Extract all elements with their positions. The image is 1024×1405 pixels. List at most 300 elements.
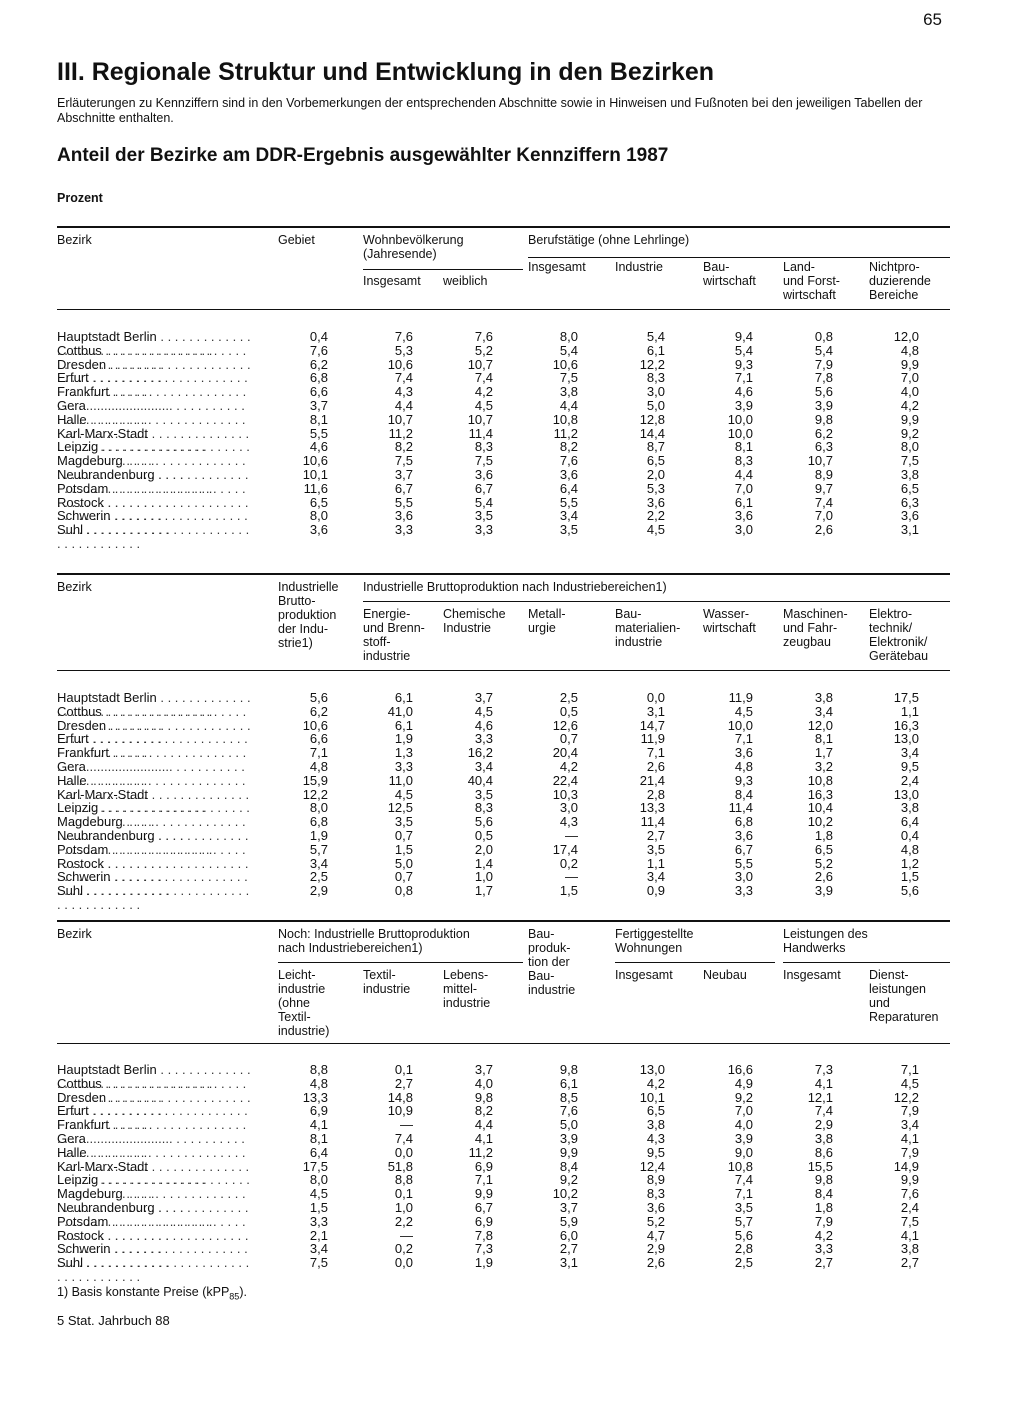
table-cell: 9,9 bbox=[900, 1172, 919, 1188]
table-cell: 3,5 bbox=[559, 522, 578, 538]
unit-label: Prozent bbox=[57, 191, 103, 205]
bezirk-name: Frankfurt . . . bbox=[57, 385, 252, 413]
table-cell: 9,4 bbox=[734, 329, 753, 344]
col-nichtprod-1: Nichtpro- bbox=[869, 260, 920, 274]
table-cell: 11,9 bbox=[728, 690, 753, 705]
table-cell: 7,5 bbox=[394, 453, 413, 469]
table-cell: 12,2 bbox=[893, 1089, 919, 1105]
col-baumat-1: Bau- bbox=[615, 607, 642, 621]
table-row bbox=[57, 788, 950, 802]
table-cell: 0,4 bbox=[900, 827, 919, 843]
table-cell: 16,3 bbox=[893, 717, 919, 733]
table-cell: 5,5 bbox=[734, 855, 753, 871]
bezirk-name: Potsdam . . . bbox=[57, 843, 252, 871]
bezirk-name: Karl-Marx-Stadt . . . bbox=[57, 788, 252, 816]
col-wasser-1: Wasser- bbox=[703, 607, 750, 621]
table-cell: 7,5 bbox=[900, 1213, 919, 1229]
table-cell: 3,7 bbox=[474, 690, 493, 705]
col-metall-1: Metall- bbox=[528, 607, 566, 621]
table-cell: 2,7 bbox=[900, 1255, 919, 1271]
table-cell: 4,8 bbox=[900, 342, 919, 358]
table-cell: 4,4 bbox=[394, 397, 413, 413]
table-cell: 4,8 bbox=[900, 841, 919, 857]
table-cell: 7,4 bbox=[474, 370, 493, 386]
table-row bbox=[57, 732, 950, 746]
table-cell: 1,7 bbox=[474, 883, 493, 899]
col-wohn-insgesamt: Insgesamt bbox=[363, 274, 421, 288]
table-cell: 4,3 bbox=[559, 814, 578, 830]
table-cell: 4,5 bbox=[734, 703, 753, 719]
table-cell: 4,2 bbox=[900, 397, 919, 413]
table-row bbox=[57, 371, 950, 385]
table-cell: 8,8 bbox=[309, 1062, 328, 1077]
col-wohnbevoelkerung-sub: (Jahresende) bbox=[363, 247, 437, 261]
table-cell: 7,1 bbox=[734, 370, 753, 386]
table-cell: 0,4 bbox=[309, 329, 328, 344]
table-cell: 3,6 bbox=[734, 745, 753, 761]
table-cell: 8,3 bbox=[474, 800, 493, 816]
table-cell: 3,6 bbox=[474, 466, 493, 482]
bezirk-name: Leipzig . . . bbox=[57, 440, 252, 468]
table-cell: 2,1 bbox=[309, 1227, 328, 1243]
table-cell: 8,0 bbox=[900, 439, 919, 455]
table-cell: 5,5 bbox=[309, 425, 328, 441]
table-title: Anteil der Bezirke am DDR-Ergebnis ausgewählter Kennziffern 1987 bbox=[57, 145, 669, 166]
col-bauprod-4: Bau- bbox=[528, 969, 555, 983]
table-cell: 9,3 bbox=[734, 356, 753, 372]
table-cell: 6,7 bbox=[474, 1199, 493, 1215]
table-cell: 9,3 bbox=[734, 772, 753, 788]
table-cell: 3,8 bbox=[900, 466, 919, 482]
col-land-1: Land- bbox=[783, 260, 815, 274]
bezirk-name: Halle . . . bbox=[57, 774, 252, 802]
table-cell: 5,4 bbox=[814, 342, 833, 358]
table-row bbox=[57, 413, 950, 427]
table-cell: 8,5 bbox=[559, 1089, 578, 1105]
table-row bbox=[57, 801, 950, 815]
table-row bbox=[57, 760, 950, 774]
table-cell: — bbox=[400, 1227, 413, 1243]
table-cell: 0,7 bbox=[559, 731, 578, 747]
col-bauprod-3: tion der bbox=[528, 955, 570, 969]
table-row bbox=[57, 358, 950, 372]
table-cell: 2,9 bbox=[309, 883, 328, 899]
table-cell: 4,8 bbox=[309, 758, 328, 774]
table-cell: 3,8 bbox=[646, 1117, 665, 1133]
bezirk-name: Rostock . . . bbox=[57, 496, 252, 524]
col-elektro-1: Elektro- bbox=[869, 607, 913, 621]
col-bauprod-2: produk- bbox=[528, 941, 571, 955]
table-cell: 5,4 bbox=[559, 342, 578, 358]
table-cell: 5,6 bbox=[814, 384, 833, 400]
bezirk-name: Erfurt . . . bbox=[57, 371, 252, 399]
table-cell: 16,6 bbox=[727, 1062, 753, 1077]
table-cell: 2,6 bbox=[646, 758, 665, 774]
bezirk-name: Rostock . . . bbox=[57, 857, 252, 885]
table-cell: 3,8 bbox=[814, 1130, 833, 1146]
table-cell: 6,7 bbox=[394, 480, 413, 496]
col-lebensmittel-2: mittel- bbox=[443, 982, 478, 996]
table-cell: 41,0 bbox=[387, 703, 413, 719]
table-row bbox=[57, 1132, 950, 1146]
table-cell: 3,7 bbox=[474, 1062, 493, 1077]
table-cell: 7,5 bbox=[900, 453, 919, 469]
col-bauprod-1: Bau- bbox=[528, 927, 555, 941]
bezirk-name: Neubrandenburg . . . bbox=[57, 829, 252, 857]
table-cell: — bbox=[400, 1117, 413, 1133]
table-cell: 4,0 bbox=[734, 1117, 753, 1133]
table-cell: 4,1 bbox=[900, 1130, 919, 1146]
table-row bbox=[57, 705, 950, 719]
table-cell: 6,5 bbox=[646, 453, 665, 469]
col-leicht-3: (ohne bbox=[278, 996, 310, 1010]
table-row bbox=[57, 884, 950, 898]
table-cell: 1,0 bbox=[474, 869, 493, 885]
table-2-body bbox=[57, 691, 950, 898]
col-energie-4: industrie bbox=[363, 649, 411, 663]
col-land-3: wirtschaft bbox=[783, 288, 836, 302]
col-bezirk: Bezirk bbox=[57, 927, 92, 941]
col-land-2: und Forst- bbox=[783, 274, 840, 288]
table-cell: 7,9 bbox=[814, 1213, 833, 1229]
table-cell: 3,6 bbox=[646, 1199, 665, 1215]
table-row bbox=[57, 482, 950, 496]
table-cell: 0,0 bbox=[646, 690, 665, 705]
table-cell: 9,5 bbox=[900, 758, 919, 774]
table-cell: 6,2 bbox=[309, 356, 328, 372]
table-cell: 4,1 bbox=[309, 1117, 328, 1133]
table-cell: 7,1 bbox=[734, 1186, 753, 1202]
table-row bbox=[57, 746, 950, 760]
table-row bbox=[57, 774, 950, 788]
table-cell: 7,6 bbox=[309, 342, 328, 358]
table-cell: 5,0 bbox=[394, 855, 413, 871]
table-cell: 4,4 bbox=[734, 466, 753, 482]
table-cell: 8,1 bbox=[814, 731, 833, 747]
table-cell: 8,3 bbox=[734, 453, 753, 469]
table-cell: 9,0 bbox=[734, 1144, 753, 1160]
table-cell: 0,0 bbox=[394, 1144, 413, 1160]
table-row bbox=[57, 1187, 950, 1201]
table-cell: 5,6 bbox=[474, 814, 493, 830]
table-cell: 10,3 bbox=[552, 786, 578, 802]
table-row bbox=[57, 440, 950, 454]
table-cell: 0,0 bbox=[394, 1255, 413, 1271]
table-cell: 12,1 bbox=[807, 1089, 833, 1105]
table-cell: 8,0 bbox=[309, 508, 328, 524]
table-cell: 1,0 bbox=[394, 1199, 413, 1215]
table-cell: 7,6 bbox=[474, 329, 493, 344]
table-cell: 13,3 bbox=[302, 1089, 328, 1105]
table-cell: 14,8 bbox=[387, 1089, 413, 1105]
table-cell: 1,1 bbox=[646, 855, 665, 871]
table-cell: 3,9 bbox=[734, 1130, 753, 1146]
col-nichtprod-3: Bereiche bbox=[869, 288, 919, 302]
table-cell: 2,7 bbox=[814, 1255, 833, 1271]
table-cell: 17,5 bbox=[893, 690, 919, 705]
table-cell: 8,0 bbox=[559, 329, 578, 344]
table-cell: 10,1 bbox=[639, 1089, 665, 1105]
table-cell: 11,0 bbox=[388, 772, 413, 788]
table-cell: 7,0 bbox=[734, 480, 753, 496]
table-cell: 3,4 bbox=[309, 855, 328, 871]
table-cell: 10,2 bbox=[552, 1186, 578, 1202]
bezirk-name: Cottbus . . . bbox=[57, 705, 252, 733]
table-cell: 3,4 bbox=[900, 745, 919, 761]
table-cell: 9,7 bbox=[814, 480, 833, 496]
bezirk-name: Erfurt . . . bbox=[57, 732, 252, 760]
table-cell: 2,6 bbox=[814, 869, 833, 885]
table-cell: 1,5 bbox=[394, 841, 413, 857]
table-cell: 4,2 bbox=[474, 384, 493, 400]
table-cell: 5,5 bbox=[559, 494, 578, 510]
col-baumat-2: materialien- bbox=[615, 621, 681, 635]
table-cell: 13,0 bbox=[893, 731, 919, 747]
table-cell: 5,4 bbox=[734, 342, 753, 358]
table-cell: 9,5 bbox=[646, 1144, 665, 1160]
table-cell: 10,8 bbox=[807, 772, 833, 788]
col-noch-2: nach Industriebereichen1) bbox=[278, 941, 423, 955]
table-cell: 1,9 bbox=[474, 1255, 493, 1271]
table-cell: 3,9 bbox=[559, 1130, 578, 1146]
table-row bbox=[57, 1215, 950, 1229]
table-cell: 2,2 bbox=[394, 1213, 413, 1229]
table-cell: 4,2 bbox=[646, 1075, 665, 1091]
table-cell: 10,8 bbox=[727, 1158, 753, 1174]
page-title: III. Regionale Struktur und Entwicklung in den Bezirken bbox=[57, 58, 715, 86]
table-cell: 3,4 bbox=[646, 869, 665, 885]
table-cell: 4,5 bbox=[900, 1075, 919, 1091]
col-chemie-1: Chemische bbox=[443, 607, 506, 621]
table-cell: 15,5 bbox=[807, 1158, 833, 1174]
table-cell: 7,4 bbox=[394, 370, 413, 386]
table-cell: 8,1 bbox=[734, 439, 753, 455]
table-cell: 7,0 bbox=[814, 508, 833, 524]
table-cell: 6,4 bbox=[559, 480, 578, 496]
col-chemie-2: Industrie bbox=[443, 621, 491, 635]
col-handwerk-insgesamt: Insgesamt bbox=[783, 968, 841, 982]
col-lebensmittel-3: industrie bbox=[443, 996, 491, 1010]
table-cell: 12,4 bbox=[639, 1158, 665, 1174]
table-cell: 3,8 bbox=[559, 384, 578, 400]
bezirk-name: Gera . . . bbox=[57, 760, 252, 788]
table-cell: 7,9 bbox=[900, 1144, 919, 1160]
table-cell: 3,6 bbox=[646, 494, 665, 510]
table-cell: 5,9 bbox=[559, 1213, 578, 1229]
table-cell: 3,5 bbox=[474, 508, 493, 524]
table-cell: 3,6 bbox=[734, 827, 753, 843]
table-cell: 13,3 bbox=[639, 800, 665, 816]
table-cell: 5,0 bbox=[646, 397, 665, 413]
table-cell: 5,7 bbox=[309, 841, 328, 857]
bezirk-name: Neubrandenburg . . . bbox=[57, 468, 252, 496]
table-cell: 11,4 bbox=[468, 425, 493, 441]
table-cell: 11,2 bbox=[468, 1144, 493, 1160]
table-cell: 12,2 bbox=[639, 356, 665, 372]
table-2 bbox=[57, 573, 950, 903]
table-row bbox=[57, 1242, 950, 1256]
table-cell: 7,4 bbox=[734, 1172, 753, 1188]
table-cell: 6,1 bbox=[559, 1075, 578, 1091]
table-cell: 8,4 bbox=[559, 1158, 578, 1174]
bezirk-name: Dresden . . . bbox=[57, 358, 252, 386]
table-cell: 5,7 bbox=[734, 1213, 753, 1229]
table-cell: 3,1 bbox=[900, 522, 919, 538]
table-cell: 8,3 bbox=[474, 439, 493, 455]
bezirk-name: Karl-Marx-Stadt . . . bbox=[57, 427, 252, 455]
table-cell: 5,6 bbox=[734, 1227, 753, 1243]
table-cell: 1,5 bbox=[900, 869, 919, 885]
table-cell: 5,2 bbox=[814, 855, 833, 871]
table-cell: 1,3 bbox=[394, 745, 413, 761]
table-cell: 2,2 bbox=[646, 508, 665, 524]
table-cell: 4,6 bbox=[474, 717, 493, 733]
table-cell: 4,2 bbox=[559, 758, 578, 774]
footnote: 1) Basis konstante Preise (kPP$_{85}$). bbox=[57, 1285, 247, 1302]
table-cell: 17,4 bbox=[552, 841, 578, 857]
bezirk-name: Neubrandenburg . . . bbox=[57, 1201, 252, 1229]
col-wohnungen-2: Wohnungen bbox=[615, 941, 683, 955]
col-maschinen-3: zeugbau bbox=[783, 635, 831, 649]
col-ib-1: Industrielle bbox=[278, 580, 339, 594]
table-cell: 8,2 bbox=[394, 439, 413, 455]
table-cell: 16,3 bbox=[807, 786, 833, 802]
table-cell: 3,1 bbox=[646, 703, 665, 719]
table-cell: 7,1 bbox=[734, 731, 753, 747]
table-cell: 3,6 bbox=[309, 522, 328, 538]
table-cell: 11,9 bbox=[640, 731, 665, 747]
bezirk-name: Potsdam . . . bbox=[57, 482, 252, 510]
table-cell: 3,6 bbox=[559, 466, 578, 482]
table-cell: 6,3 bbox=[900, 494, 919, 510]
table-row bbox=[57, 1146, 950, 1160]
table-cell: 4,4 bbox=[474, 1117, 493, 1133]
table-cell: 7,6 bbox=[394, 329, 413, 344]
table-cell: 10,7 bbox=[807, 453, 833, 469]
col-maschinen-2: und Fahr- bbox=[783, 621, 838, 635]
col-wohnungen-insgesamt: Insgesamt bbox=[615, 968, 673, 982]
table-cell: 4,8 bbox=[734, 758, 753, 774]
table-cell: 6,5 bbox=[646, 1103, 665, 1119]
bezirk-name: Dresden . . . bbox=[57, 1091, 252, 1119]
table-cell: 7,1 bbox=[309, 745, 328, 761]
table-cell: 9,9 bbox=[474, 1186, 493, 1202]
col-bezirk: Bezirk bbox=[57, 580, 92, 594]
table-cell: 6,0 bbox=[559, 1227, 578, 1243]
table-row bbox=[57, 815, 950, 829]
table-row bbox=[57, 870, 950, 884]
col-gebiet: Gebiet bbox=[278, 233, 315, 247]
table-cell: 1,9 bbox=[309, 827, 328, 843]
table-1 bbox=[57, 226, 950, 546]
table-cell: 3,3 bbox=[394, 758, 413, 774]
table-cell: 5,0 bbox=[559, 1117, 578, 1133]
table-cell: 2,4 bbox=[900, 1199, 919, 1215]
table-cell: 3,0 bbox=[734, 522, 753, 538]
table-cell: 6,1 bbox=[394, 690, 413, 705]
bezirk-name: Suhl . . . bbox=[57, 884, 252, 912]
table-cell: 7,4 bbox=[814, 1103, 833, 1119]
bezirk-name: Magdeburg . . . bbox=[57, 815, 252, 843]
bezirk-name: Leipzig . . . bbox=[57, 801, 252, 829]
table-cell: 6,3 bbox=[814, 439, 833, 455]
col-leicht-4: Textil- bbox=[278, 1010, 311, 1024]
table-cell: 9,9 bbox=[900, 411, 919, 427]
col-leicht-1: Leicht- bbox=[278, 968, 316, 982]
table-cell: 3,4 bbox=[309, 1241, 328, 1257]
table-cell: 4,7 bbox=[646, 1227, 665, 1243]
bezirk-name: Potsdam . . . bbox=[57, 1215, 252, 1243]
table-cell: 6,6 bbox=[309, 731, 328, 747]
table-cell: 7,0 bbox=[734, 1103, 753, 1119]
table-cell: 7,5 bbox=[309, 1255, 328, 1271]
table-cell: 3,4 bbox=[474, 758, 493, 774]
table-cell: 3,3 bbox=[474, 522, 493, 538]
table-cell: 7,9 bbox=[814, 356, 833, 372]
bezirk-name: Halle . . . bbox=[57, 1146, 252, 1174]
table-cell: 6,2 bbox=[814, 425, 833, 441]
table-cell: 9,2 bbox=[734, 1089, 753, 1105]
table-cell: 1,7 bbox=[814, 745, 833, 761]
table-cell: 12,0 bbox=[893, 329, 919, 344]
table-cell: 2,0 bbox=[646, 466, 665, 482]
table-cell: 8,1 bbox=[309, 411, 328, 427]
table-cell: 8,6 bbox=[814, 1144, 833, 1160]
table-cell: 1,5 bbox=[309, 1199, 328, 1215]
table-row bbox=[57, 509, 950, 523]
table-cell: 6,4 bbox=[309, 1144, 328, 1160]
table-cell: 9,2 bbox=[900, 425, 919, 441]
table-cell: 11,4 bbox=[640, 814, 665, 830]
table-cell: 0,9 bbox=[646, 883, 665, 899]
table-cell: 12,2 bbox=[302, 786, 328, 802]
table-cell: 40,4 bbox=[467, 772, 493, 788]
table-cell: 2,5 bbox=[734, 1255, 753, 1271]
table-row bbox=[57, 496, 950, 510]
table-cell: 4,9 bbox=[734, 1075, 753, 1091]
table-cell: 6,7 bbox=[734, 841, 753, 857]
table-cell: 6,5 bbox=[900, 480, 919, 496]
table-cell: 8,2 bbox=[474, 1103, 493, 1119]
col-ib-4: der Indu- bbox=[278, 622, 329, 636]
table-cell: 0,5 bbox=[474, 827, 493, 843]
table-cell: 12,0 bbox=[807, 717, 833, 733]
table-cell: 8,7 bbox=[646, 439, 665, 455]
table-cell: 3,6 bbox=[734, 508, 753, 524]
table-cell: 14,9 bbox=[893, 1158, 919, 1174]
table-cell: 3,6 bbox=[900, 508, 919, 524]
col-ib-3: produktion bbox=[278, 608, 337, 622]
table-cell: 2,7 bbox=[646, 827, 665, 843]
table-cell: 15,9 bbox=[302, 772, 328, 788]
table-cell: 0,1 bbox=[394, 1062, 413, 1077]
table-cell: 6,8 bbox=[309, 370, 328, 386]
table-cell: 5,2 bbox=[646, 1213, 665, 1229]
col-wohnungen-neubau: Neubau bbox=[703, 968, 747, 982]
table-cell: 4,5 bbox=[474, 397, 493, 413]
bezirk-name: Erfurt . . . bbox=[57, 1104, 252, 1132]
table-cell: 4,3 bbox=[394, 384, 413, 400]
bezirk-name: Suhl . . . bbox=[57, 523, 252, 551]
table-cell: 1,8 bbox=[814, 1199, 833, 1215]
col-baumat-3: industrie bbox=[615, 635, 663, 649]
table-cell: 8,3 bbox=[646, 1186, 665, 1202]
table-cell: 22,4 bbox=[552, 772, 578, 788]
table-row bbox=[57, 468, 950, 482]
table-cell: 11,4 bbox=[728, 800, 753, 816]
table-cell: 4,1 bbox=[814, 1075, 833, 1091]
col-elektro-4: Gerätebau bbox=[869, 649, 929, 663]
